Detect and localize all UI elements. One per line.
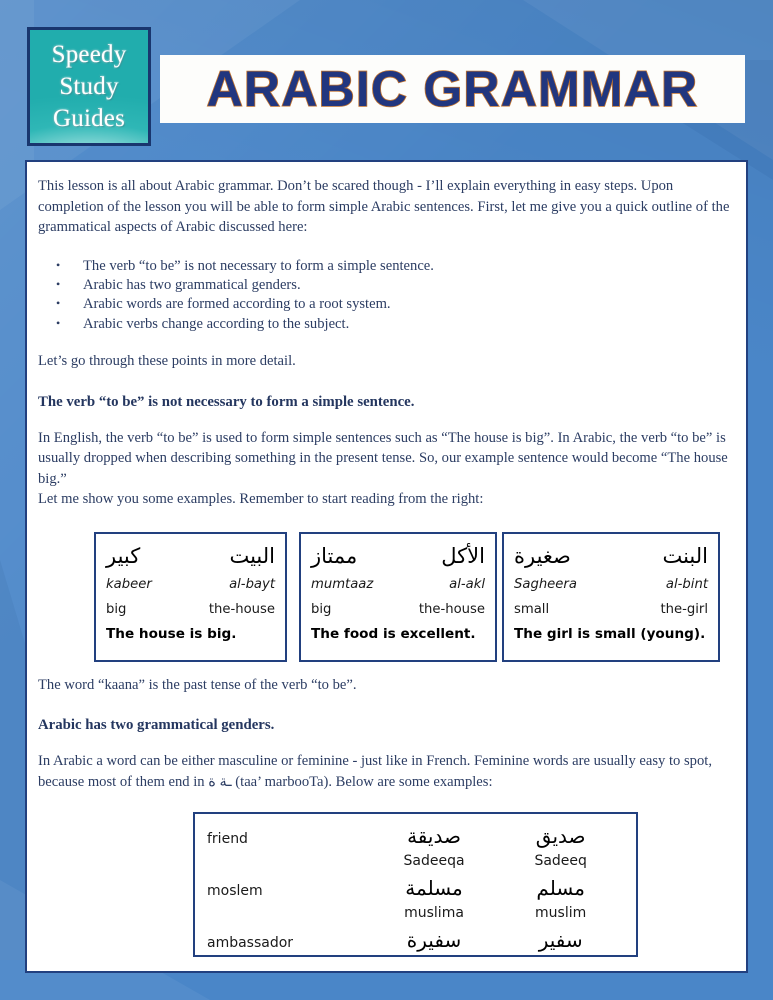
table-row [207, 925, 624, 955]
example-arabic-right: البيت [229, 543, 275, 568]
page-title: ARABIC GRAMMAR [206, 61, 699, 117]
example-arabic-left: صغيرة [514, 543, 571, 568]
gender-masculine-arabic: صديق [535, 824, 586, 849]
paragraph-to-be-explanation: In English, the verb “to be” is used to form simple sentences such as “The house is big”. In Arabic, the verb “to be” is usually dropped when describing something in the present tense. So, our example sentence would become “The house big.” [38, 429, 728, 487]
brand-logo-badge [27, 27, 151, 146]
section-heading-to-be: The verb “to be” is not necessary to form a simple sentence. [38, 393, 415, 410]
gender-examples-table [193, 812, 638, 957]
table-row-transliteration [207, 901, 624, 925]
example-transliteration-row [311, 572, 485, 597]
brand-line-1: Speedy [51, 40, 127, 68]
gender-feminine-arabic: سفيرة [406, 928, 462, 953]
example-box [94, 532, 287, 662]
example-translit-right: al-bayt [229, 576, 275, 592]
example-arabic-right: البنت [662, 543, 708, 568]
paragraph-read-from-right: Let me show you some examples. Remember to start reading from the right: [38, 491, 484, 508]
gender-feminine-arabic: صديقة [407, 824, 461, 849]
gender-masculine-translit: muslim [535, 905, 587, 922]
brand-line-3: Guides [52, 104, 126, 132]
example-arabic-row [311, 541, 485, 572]
paragraph-genders-explanation: In Arabic a word can be either masculine or feminine - just like in French. Feminine words are usually easy to spot, because most of them end in ـة ة (taa’ marbooTa). Below are some examples: [38, 753, 712, 790]
example-translit-left: Sagheera [514, 576, 577, 592]
example-arabic-right: الأكل [441, 543, 485, 568]
example-arabic-left: كبير [106, 543, 141, 568]
table-row-transliteration [207, 849, 624, 873]
content-inner [27, 162, 746, 953]
list-item: • The verb “to be” is not necessary to form a simple sentence. [56, 257, 732, 276]
intro-paragraph: This lesson is all about Arabic grammar. Don’t be scared though - I’ll explain everything in easy steps. Upon completion of the lesson you will be able to form simple Arabic sentences. First, let me give you a quick outline of the grammatical aspects of Arabic discussed here: [38, 178, 730, 235]
gender-english: moslem [207, 883, 263, 900]
sentence-example-boxes [38, 532, 732, 675]
gender-table-wrapper [38, 812, 732, 953]
example-gloss-row [106, 597, 275, 622]
example-gloss-right: the-house [208, 601, 275, 617]
example-gloss-left: big [311, 601, 332, 617]
example-gloss-right: the-girl [660, 601, 708, 617]
example-translit-left: mumtaaz [311, 576, 374, 592]
example-transliteration-row [106, 572, 275, 597]
table-row [207, 821, 624, 851]
example-gloss-right: the-house [418, 601, 485, 617]
list-item: • Arabic verbs change according to the subject. [56, 315, 732, 334]
list-item: • Arabic has two grammatical genders. [56, 276, 732, 295]
example-translit-right: al-akl [449, 576, 485, 592]
gender-english: ambassador [207, 935, 294, 952]
gender-feminine-translit: muslima [404, 905, 464, 922]
example-box [502, 532, 720, 662]
example-arabic-row [514, 541, 708, 572]
outline-bullet-list [38, 257, 732, 335]
note-kaana: The word “kaana” is the past tense of the verb “to be”. [38, 676, 357, 693]
transition-line: Let’s go through these points in more detail. [38, 353, 296, 370]
example-gloss-left: big [106, 601, 127, 617]
example-gloss-row [311, 597, 485, 622]
title-banner [160, 55, 745, 123]
example-box [299, 532, 497, 662]
gender-feminine-arabic: مسلمة [405, 876, 463, 901]
table-row [207, 873, 624, 903]
example-full-sentence: The food is excellent. [311, 625, 476, 642]
example-arabic-left: ممتاز [311, 543, 358, 568]
gender-masculine-arabic: سفير [538, 928, 583, 953]
section-heading-genders: Arabic has two grammatical genders. [38, 717, 275, 734]
page-header [0, 0, 773, 160]
example-arabic-row [106, 541, 275, 572]
gender-masculine-translit: Sadeeq [534, 853, 587, 870]
example-transliteration-row [514, 572, 708, 597]
example-gloss-left: small [514, 601, 550, 617]
example-translit-right: al-bint [665, 576, 708, 592]
gender-masculine-arabic: مسلم [536, 876, 585, 901]
example-translit-left: kabeer [106, 576, 152, 592]
example-gloss-row [514, 597, 708, 622]
example-full-sentence: The girl is small (young). [514, 625, 706, 642]
gender-english: friend [207, 831, 248, 848]
example-full-sentence: The house is big. [106, 625, 237, 642]
gender-feminine-translit: Sadeeqa [403, 853, 465, 870]
list-item: • Arabic words are formed according to a root system. [56, 295, 732, 314]
content-panel [25, 160, 748, 973]
brand-line-2: Study [59, 72, 119, 100]
